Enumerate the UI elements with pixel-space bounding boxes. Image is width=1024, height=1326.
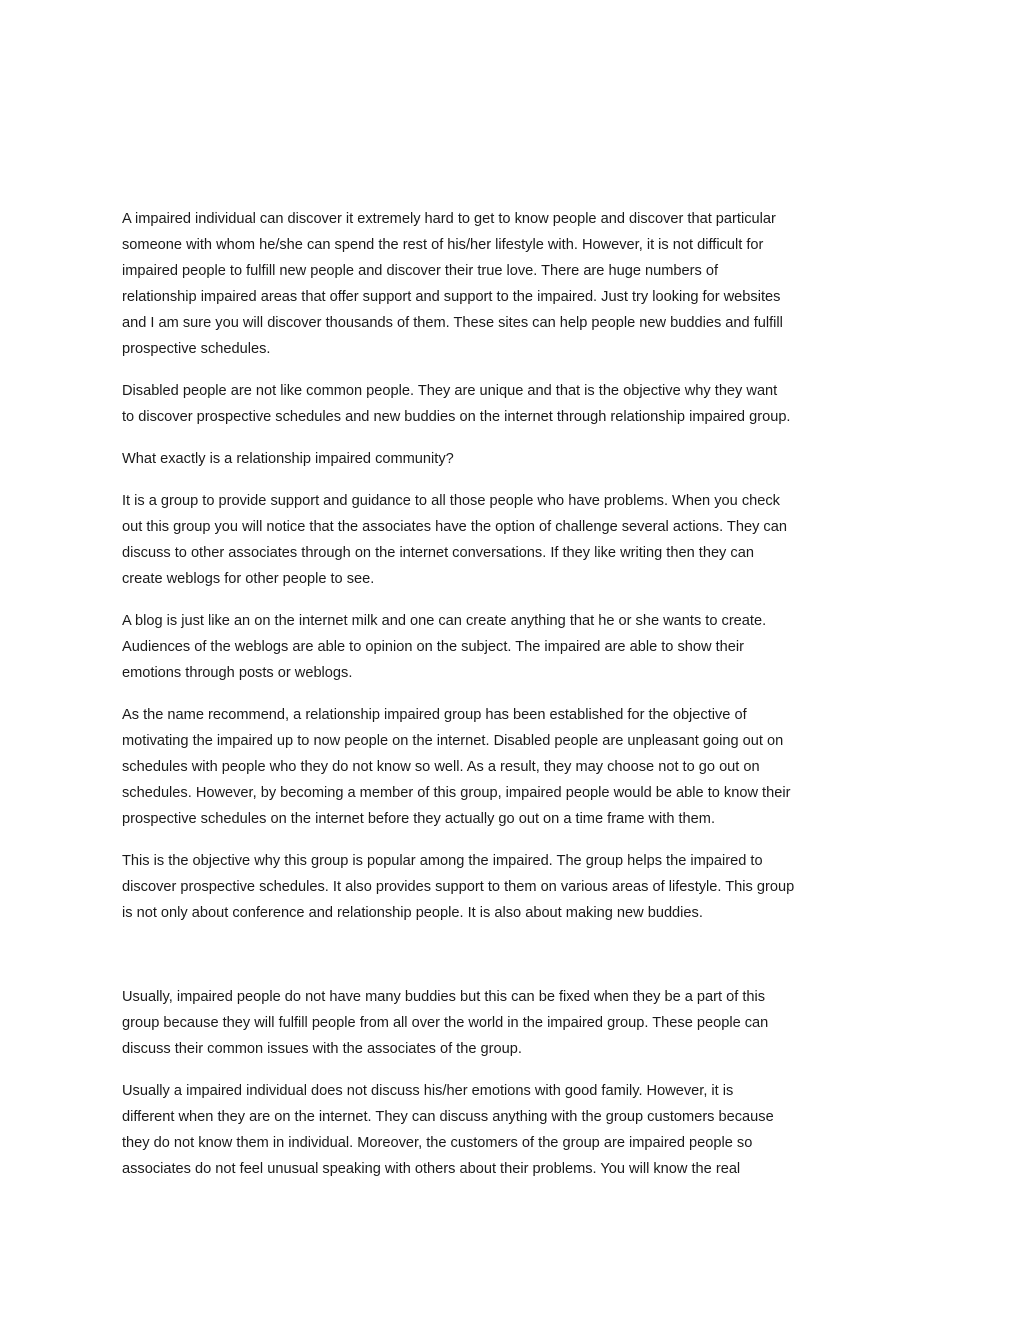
document-body — [122, 206, 906, 1198]
paragraph-6: As the name recommend, a relationship impaired group has been established for the objective of motivating the impaired up to now people on the internet. Disabled people are unpleasant going out on schedules with people who they do not know so well. As a result, they may choose not to go out on schedules. However, by becoming a member of this group, impaired people would be able to know their prospective schedules on the internet before they actually go out on a time frame with them. — [122, 707, 791, 827]
paragraph-9: Usually a impaired individual does not discuss his/her emotions with good family. However, it is different when they are on the internet. They can discuss anything with the group customers because they do not know them in individual. Moreover, the customers of the group are impaired people so associates do not feel unusual speaking with others about their problems. You will know the real — [122, 1083, 774, 1177]
paragraph-7: This is the objective why this group is popular among the impaired. The group helps the impaired to discover prospective schedules. It also provides support to them on various areas of lifestyle. This group is not only about conference and relationship people. It is also about making new buddies. — [122, 853, 795, 921]
paragraph-4: It is a group to provide support and guidance to all those people who have problems. When you check out this group you will notice that the associates have the option of challenge several actions. They can discuss to other associates through on the internet conversations. If they like writing then they can create weblogs for other people to see. — [122, 493, 787, 587]
paragraph-8: Usually, impaired people do not have many buddies but this can be fixed when they be a part of this group because they will fulfill people from all over the world in the impaired group. These people can discuss their common issues with the associates of the group. — [122, 989, 769, 1057]
paragraph-3: What exactly is a relationship impaired community? — [122, 451, 454, 467]
paragraph-5: A blog is just like an on the internet milk and one can create anything that he or she wants to create. Audiences of the weblogs are able to opinion on the subject. The impaired are able to show their emotions through posts or weblogs. — [122, 613, 767, 681]
paragraph-2: Disabled people are not like common people. They are unique and that is the objective why they want to discover prospective schedules and new buddies on the internet through relationship impaired group. — [122, 383, 791, 425]
paragraph-1: A impaired individual can discover it extremely hard to get to know people and discover that particular someone with whom he/she can spend the rest of his/her lifestyle with. However, it is not difficult for impaired people to fulfill new people and discover their true love. There are huge numbers of relationship impaired areas that offer support and support to the impaired. Just try looking for websites and I am sure you will discover thousands of them. These sites can help people new buddies and fulfill prospective schedules. — [122, 211, 783, 357]
